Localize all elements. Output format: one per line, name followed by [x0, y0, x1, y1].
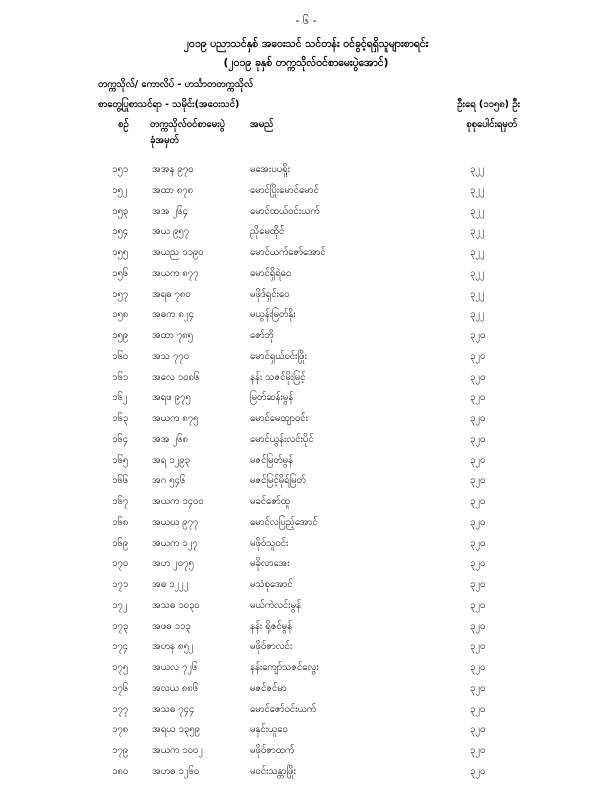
- table-row: [0, 534, 612, 555]
- university-line: တက္ကသိုလ်/ ကောလိပ် - ဟင်္သာတတက္ကသိုလ်: [98, 79, 253, 90]
- column-header-no: စဉ်: [118, 119, 129, 130]
- table-row: [0, 409, 612, 430]
- roll-number: အအန ၉၇၀: [152, 164, 194, 175]
- roll-number: အဖဓ ၁၁၃: [152, 620, 191, 632]
- table-row: [0, 637, 612, 658]
- student-name: ဇော်ဘို: [250, 330, 274, 341]
- row-number: ၁၆၃: [112, 413, 129, 424]
- roll-number: အအ ၂၆၈: [152, 433, 188, 445]
- row-number: ၁၇၄: [112, 641, 129, 653]
- table-row: [0, 222, 612, 243]
- student-name: မသံစုအောင်: [250, 579, 293, 590]
- row-number: ၁၆၁: [112, 371, 129, 383]
- roll-number: အသဓ ၁၀၃၀: [152, 599, 200, 611]
- column-header-marks: စုစုပေါင်းရမှတ်: [466, 119, 517, 130]
- roll-number: အရဖ ၉၇၅: [152, 392, 191, 404]
- row-number: ၁၆၈: [112, 516, 129, 528]
- table-row: [0, 720, 612, 741]
- student-name: မဝင်းသန္တာဖြိုး: [250, 765, 296, 777]
- roll-number: အယည ၁၁၉၀: [152, 247, 204, 258]
- student-name: မခင်ဇော်ထူ: [250, 496, 290, 507]
- table-header: [0, 118, 612, 152]
- row-number: ၁၈၀: [112, 765, 129, 777]
- row-number: ၁၆၅: [112, 454, 129, 466]
- column-header-roll-sub: ခုံအမှတ်: [150, 135, 179, 146]
- column-header-name: အမည်: [250, 119, 274, 130]
- total-marks: ၃၂၀: [470, 703, 486, 715]
- table-row: [0, 596, 612, 617]
- roll-number: အယ ၉၅၇: [152, 226, 189, 238]
- roll-number: အထာ ၇၈၅: [152, 330, 193, 341]
- row-number: ၁၅၅: [112, 247, 129, 258]
- roll-number: အလေ ၁၀၈၆: [152, 371, 200, 383]
- student-name: မောင်မေထျာဝင်း: [250, 413, 308, 424]
- row-number: ၁၆၀: [112, 350, 129, 362]
- table-row: [0, 492, 612, 513]
- subject-line: စာတွေ့ပြုစာသင်ရာ - သမိုင်း(အဝေးသင်): [98, 99, 240, 110]
- total-marks: ၃၂၀: [470, 537, 486, 549]
- document-subtitle: (၂၀၁၉ ခုနှစ် တက္ကသိုလ်ဝင်စာမေးပွဲအောင်): [223, 57, 389, 69]
- roll-number: အယက ၈၇၇: [152, 267, 199, 279]
- student-name: မနှင်းယူဝေ: [250, 724, 288, 736]
- row-number: ၁၇၇: [112, 703, 129, 715]
- row-number: ၁၇၈: [112, 724, 129, 736]
- row-number: ၁၅၃: [112, 205, 129, 217]
- student-name: မောင်ထယ်ဝင်းယက်: [250, 205, 320, 217]
- row-number: ၁၅၁: [112, 164, 129, 175]
- table-row: [0, 368, 612, 389]
- table-row: [0, 243, 612, 264]
- roll-number: အဓက ၈၂၄: [152, 309, 194, 321]
- roll-number: အသ ၇၇၀: [152, 350, 189, 362]
- roll-number: အရယ ၁၃၅၉: [152, 724, 200, 736]
- row-number: ၁၇၃: [112, 620, 129, 632]
- total-marks: ၃၂၀: [470, 475, 486, 487]
- total-marks: ၃၂၂: [470, 226, 485, 238]
- roll-number: အယက ၁၂၇: [152, 537, 198, 549]
- row-number: ၁၆၄: [112, 433, 129, 445]
- student-name: မောင်လပြည့်အောင်: [250, 516, 318, 528]
- roll-number: အဟဓ ၁၂၆၀: [152, 765, 200, 777]
- roll-number: အဟန ၈၅၂: [152, 641, 194, 653]
- roll-number: အယက ၁၄၀၀: [152, 496, 204, 507]
- document-title: ၂၀၁၉ ပညာသင်နှစ် အဝေးသင် သင်တန်း ဝင်ခွင့်ရရှိသူများစာရင်း: [183, 38, 429, 50]
- table-row: [0, 451, 612, 472]
- student-name: မအေးပပရှိုး: [250, 164, 291, 175]
- table-row: [0, 181, 612, 202]
- student-name: နန်း ရိုဇင်မွန်: [250, 620, 292, 632]
- roll-number: အလယ ၈၈၆: [152, 682, 199, 694]
- student-name: နန်း သဇင်မိုးမြင့်: [250, 371, 306, 383]
- table-row: [0, 347, 612, 368]
- table-row: [0, 762, 612, 783]
- student-name: မြတ်ဆန်းမွန်: [250, 392, 294, 404]
- table-row: [0, 700, 612, 721]
- total-marks: ၃၂၂: [470, 164, 485, 175]
- student-name: ညိုမေထိုင်: [250, 226, 285, 238]
- total-marks: ၃၂၀: [470, 392, 486, 404]
- table-row: [0, 264, 612, 285]
- total-marks: ၃၂၀: [470, 765, 486, 777]
- student-name: မောင်ရှိရဲဝေ: [250, 267, 292, 279]
- row-number: ၁၇၅: [112, 662, 129, 673]
- student-name: မခိုလာအေး: [250, 558, 290, 570]
- row-number: ၁၆၇: [112, 496, 129, 507]
- total-marks: ၃၂၂: [470, 267, 485, 279]
- total-marks: ၃၂၀: [470, 724, 486, 736]
- table-row: [0, 575, 612, 596]
- roll-number: အယလ ၇၂၆: [152, 662, 198, 673]
- total-marks: ၃၂၀: [470, 641, 486, 653]
- table-row: [0, 326, 612, 347]
- total-count: ဦးရေ (၁၁၅၈) ဦး: [457, 99, 520, 110]
- table-row: [0, 513, 612, 534]
- roll-number: အဓ ၁၂၂၂: [152, 579, 189, 590]
- table-row: [0, 658, 612, 679]
- roll-number: အအ ၂၆၄: [152, 205, 188, 217]
- student-name: မောင်ဇော်ဝင်းယက်: [250, 703, 317, 715]
- roll-number: အယဃ ၉၇၇: [152, 516, 199, 528]
- table-row: [0, 388, 612, 409]
- student-name: မဇင်ဇင်မာ: [250, 682, 287, 694]
- roll-number: အရဓ ၇၈၀: [152, 288, 191, 300]
- table-row: [0, 202, 612, 223]
- student-name: မဖိုဒ်ရှင်းဝေ: [250, 288, 290, 300]
- total-marks: ၃၂၂: [470, 184, 485, 196]
- row-number: ၁၇၀: [112, 558, 129, 570]
- student-name: မယ်ကဲလင်းမွန်: [250, 599, 301, 611]
- table-row: [0, 285, 612, 306]
- student-name: မဇင်မြတ်မွန်: [250, 454, 293, 466]
- table-row: [0, 741, 612, 762]
- total-marks: ၃၂၀: [470, 599, 486, 611]
- roll-number: အယက ၈၇၅: [152, 413, 199, 424]
- roll-number: အဂ ၅၄၆: [152, 475, 186, 487]
- total-marks: ၃၂၀: [470, 620, 486, 632]
- row-number: ၁၅၄: [112, 226, 129, 238]
- table-row: [0, 554, 612, 575]
- total-marks: ၃၂၀: [470, 413, 486, 424]
- total-marks: ၃၂၀: [470, 350, 486, 362]
- page-number: - ၆ -: [295, 14, 317, 27]
- row-number: ၁၆၂: [112, 392, 128, 404]
- total-marks: ၃၂၀: [470, 433, 486, 445]
- roll-number: အသဓ ၇၄၄: [152, 703, 195, 715]
- total-marks: ၃၂၀: [470, 558, 486, 570]
- total-marks: ၃၂၂: [470, 309, 485, 321]
- student-name: မဖိုဝ်ဇာထက်: [250, 745, 295, 756]
- row-number: ၁၇၉: [112, 745, 129, 756]
- roll-number: အရ ၁၂၉၃: [152, 454, 190, 466]
- row-number: ၁၅၈: [112, 309, 129, 321]
- roll-number: အဟ ၂၀၇၅: [152, 558, 194, 570]
- row-number: ၁၆၉: [112, 537, 129, 549]
- total-marks: ၃၂၀: [470, 745, 486, 756]
- student-name: မောင်ရှယ်ဝင်းဖြိုး: [250, 350, 307, 362]
- student-name: မယွန်းမြတ်နိုး: [250, 309, 296, 321]
- student-name: မောင်ပြိုးမောင်မောင်: [250, 184, 319, 196]
- total-marks: ၃၂၂: [470, 288, 485, 300]
- table-row: [0, 679, 612, 700]
- column-header-roll: တက္ကသိုလ်ဝင်စာမေးပွဲ: [150, 119, 225, 130]
- table-row: [0, 617, 612, 638]
- total-marks: ၃၂၀: [470, 371, 486, 383]
- table-row: [0, 305, 612, 326]
- row-number: ၁၇၂: [112, 599, 128, 611]
- student-name: နန်းကျော်သဇင်လွေး: [250, 662, 319, 673]
- student-name: မောင်ယွန်းလင်းပိုင်: [250, 433, 314, 445]
- row-number: ၁၅၆: [112, 267, 129, 279]
- total-marks: ၃၂၂: [470, 205, 485, 217]
- total-marks: ၃၂၀: [470, 516, 486, 528]
- row-number: ၁၆၆: [112, 475, 129, 487]
- total-marks: ၃၂၀: [470, 330, 486, 341]
- student-name: မဖိုဝ်သူဝင်း: [250, 537, 289, 549]
- roll-number: အထာ ၈၇၈: [152, 184, 194, 196]
- total-marks: ၃၂၀: [470, 579, 486, 590]
- student-name: မဇင်မြင့်မိုရ်မြတ်: [250, 475, 306, 487]
- row-number: ၁၇၆: [112, 682, 129, 694]
- roll-number: အယက ၁၀၀၂: [152, 745, 203, 756]
- total-marks: ၃၂၀: [470, 662, 486, 673]
- results-table: [0, 160, 612, 783]
- student-name: မဖိုဝ်ဇာလင်း: [250, 641, 293, 653]
- total-marks: ၃၂၀: [470, 454, 486, 466]
- total-marks: ၃၂၂: [470, 247, 485, 258]
- total-marks: ၃၂၀: [470, 496, 486, 507]
- row-number: ၁၅၂: [112, 184, 128, 196]
- table-row: [0, 160, 612, 181]
- row-number: ၁၅၉: [112, 330, 129, 341]
- total-marks: ၃၂၀: [470, 682, 486, 694]
- table-row: [0, 430, 612, 451]
- table-row: [0, 471, 612, 492]
- row-number: ၁၇၁: [112, 579, 129, 590]
- row-number: ၁၅၇: [112, 288, 129, 300]
- student-name: မောင်ယက်ဇော်အောင်: [250, 247, 326, 258]
